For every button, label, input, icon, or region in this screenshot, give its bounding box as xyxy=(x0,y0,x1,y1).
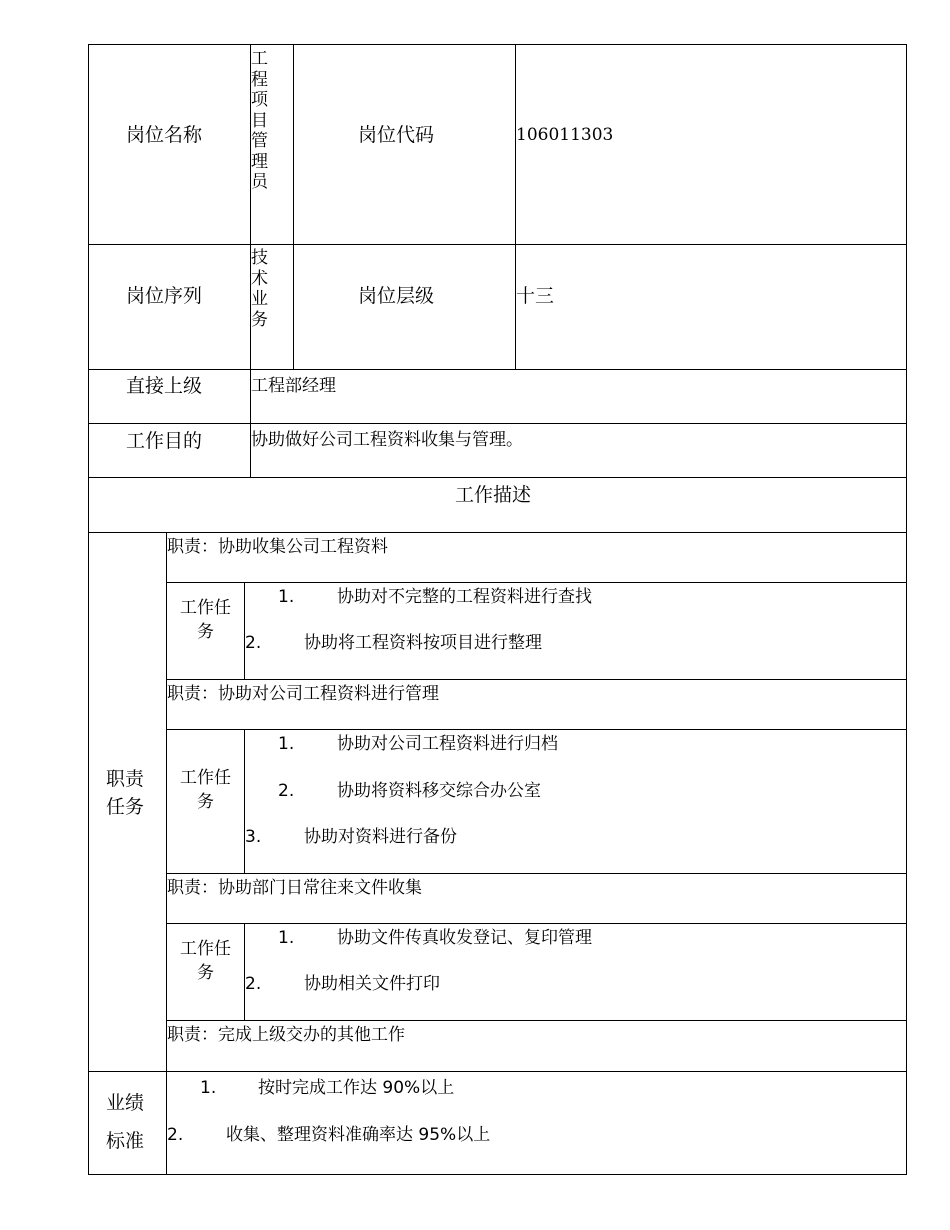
task-number: 3. xyxy=(245,827,262,847)
purpose-label-cell xyxy=(88,423,251,478)
task-text: 协助将资料移交综合办公室 xyxy=(337,781,541,801)
task-number: 2. xyxy=(245,633,262,653)
task-text: 协助将工程资料按项目进行整理 xyxy=(304,633,542,653)
task-label-line-2: 务 xyxy=(197,963,214,983)
duty-title-cell xyxy=(166,873,907,924)
duty-title: 职责：协助对公司工程资料进行管理 xyxy=(167,684,439,704)
performance-number: 2. xyxy=(167,1125,184,1145)
performance-label-line-2: 标准 xyxy=(106,1130,145,1152)
task-label-line-2: 务 xyxy=(197,622,214,642)
description-title: 工作描述 xyxy=(455,484,532,506)
task-number: 2. xyxy=(245,974,262,994)
purpose-value: 协助做好公司工程资料收集与管理。 xyxy=(251,430,523,450)
task-label-line-1: 工作任 xyxy=(180,939,231,959)
task-text: 协助对资料进行备份 xyxy=(304,827,457,847)
task-list-cell xyxy=(244,729,907,874)
position-code-value: 106011303 xyxy=(516,125,614,145)
task-label xyxy=(167,766,244,814)
position-code-label: 岗位代码 xyxy=(358,124,435,146)
position-code-label-cell xyxy=(293,44,516,245)
position-level-label-cell xyxy=(293,244,516,370)
purpose-value-cell xyxy=(250,423,907,478)
task-text: 协助相关文件打印 xyxy=(304,974,440,994)
performance-number: 1. xyxy=(200,1078,217,1098)
task-label-cell xyxy=(166,923,245,1021)
duty-title-cell xyxy=(166,1020,907,1072)
position-name-label: 岗位名称 xyxy=(126,124,203,146)
duty-title-cell xyxy=(166,532,907,583)
performance-label xyxy=(106,1084,144,1160)
task-label xyxy=(167,596,244,644)
position-level-label: 岗位层级 xyxy=(358,285,435,307)
task-text: 协助文件传真收发登记、复印管理 xyxy=(337,928,592,948)
task-number: 1. xyxy=(278,587,295,607)
duties-label-line-1: 职责 xyxy=(106,768,145,790)
duties-label-cell xyxy=(88,532,167,1072)
duty-title: 职责：协助收集公司工程资料 xyxy=(167,537,388,557)
supervisor-label-cell xyxy=(88,369,251,424)
task-label-cell xyxy=(166,582,245,680)
position-series-label-cell xyxy=(88,244,251,370)
position-level-value: 十三 xyxy=(516,285,555,307)
task-text: 协助对公司工程资料进行归档 xyxy=(337,734,558,754)
performance-label-cell xyxy=(88,1071,167,1175)
task-list-cell xyxy=(244,923,907,1021)
task-number: 1. xyxy=(278,928,295,948)
position-level-value-cell xyxy=(515,244,907,370)
task-number: 2. xyxy=(278,781,295,801)
duties-label xyxy=(106,765,144,821)
task-label-line-2: 务 xyxy=(197,792,214,812)
task-list-cell xyxy=(244,582,907,680)
task-text: 协助对不完整的工程资料进行查找 xyxy=(337,587,592,607)
duty-title-cell xyxy=(166,679,907,730)
duty-title: 职责：协助部门日常往来文件收集 xyxy=(167,878,422,898)
task-label xyxy=(167,937,244,985)
supervisor-label: 直接上级 xyxy=(126,375,203,397)
position-name-value: 工程项目管理员 xyxy=(251,49,268,192)
performance-text: 收集、整理资料准确率达 95%以上 xyxy=(226,1125,491,1145)
performance-list-cell xyxy=(166,1071,907,1175)
duties-label-line-2: 任务 xyxy=(106,796,145,818)
task-label-line-1: 工作任 xyxy=(180,598,231,618)
performance-text: 按时完成工作达 90%以上 xyxy=(258,1078,455,1098)
task-label-cell xyxy=(166,729,245,874)
position-code-value-cell xyxy=(515,44,907,245)
position-name-value-cell xyxy=(250,44,294,245)
supervisor-value: 工程部经理 xyxy=(251,376,336,396)
description-title-cell xyxy=(88,477,907,533)
position-series-label: 岗位序列 xyxy=(126,285,203,307)
duty-title: 职责：完成上级交办的其他工作 xyxy=(167,1025,405,1045)
purpose-label: 工作目的 xyxy=(126,430,203,452)
position-series-value-cell xyxy=(250,244,294,370)
task-number: 1. xyxy=(278,734,295,754)
supervisor-value-cell xyxy=(250,369,907,424)
position-name-label-cell xyxy=(88,44,251,245)
position-series-value: 技术业务 xyxy=(251,248,268,330)
task-label-line-1: 工作任 xyxy=(180,768,231,788)
performance-label-line-1: 业绩 xyxy=(106,1092,145,1114)
